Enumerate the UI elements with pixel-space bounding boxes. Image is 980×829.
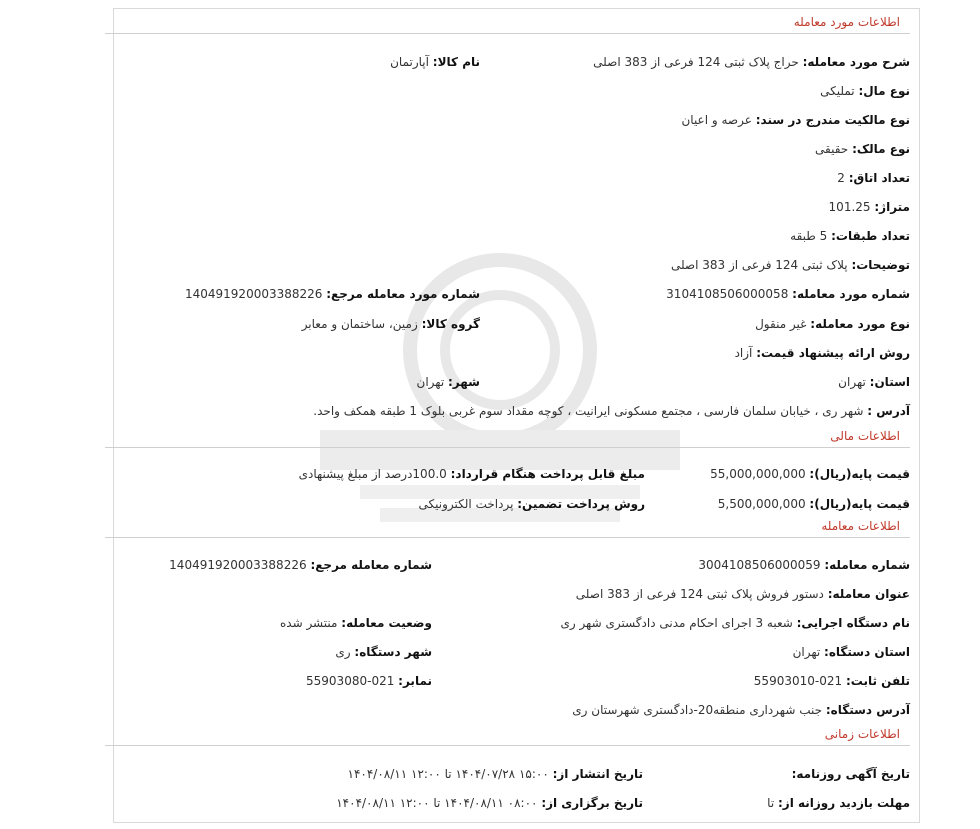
agency-phone: تلفن ثابت: 021-55903010 xyxy=(753,674,910,688)
deal-notes: توضیحات: پلاک ثبتی 124 فرعی از 383 اصلی xyxy=(670,258,910,272)
daily-visit-window: مهلت بازدید روزانه از: تا xyxy=(767,796,910,810)
hold-date: تاریخ برگزاری از: ۰۸:۰۰ ۱۴۰۴/۰۸/۱۱ تا ۱۲:۰۰ ۱۴۰۴/۰۸/۱۱ xyxy=(336,796,643,810)
agency-fax: نمابر: 021-55903080 xyxy=(306,674,432,688)
offer-method: روش ارائه پیشنهاد قیمت: آزاد xyxy=(734,346,910,360)
goods-group: گروه کالا: زمین، ساختمان و معابر xyxy=(301,317,480,331)
payable-on-contract: مبلغ قابل پرداخت هنگام قرارداد: 100.0درصد از مبلغ پیشنهادی xyxy=(298,467,645,481)
agency-address: آدرس دستگاه: جنب شهرداری منطقه20-دادگستری شهرستان ری xyxy=(572,703,910,717)
base-price: قیمت پایه(ریال): 55,000,000,000 xyxy=(710,467,910,481)
transaction-status: وضعیت معامله: منتشر شده xyxy=(279,616,432,630)
guarantee-method: روش پرداخت تضمین: پرداخت الکترونیکی xyxy=(418,497,645,511)
address: آدرس : شهر ری ، خیابان سلمان فارسی ، مجتمع مسکونی ایرانیت ، کوچه مقداد سوم غربی بلوک 1 طبقه همکف واحد. xyxy=(313,404,910,418)
guarantee-base-price: قیمت پایه(ریال): 5,500,000,000 xyxy=(717,497,910,511)
transaction-ref-number: شماره معامله مرجع: 140491920003388226 xyxy=(169,558,432,572)
agency-province: استان دستگاه: تهران xyxy=(792,645,910,659)
ownership-type: نوع مالکیت مندرج در سند: عرصه و اعیان xyxy=(681,113,910,127)
ref-item-number: شماره مورد معامله مرجع: 140491920003388226 xyxy=(184,287,480,301)
room-count: تعداد اتاق: 2 xyxy=(837,171,910,185)
section-title-time: اطلاعات زمانی xyxy=(105,722,910,746)
province: استان: تهران xyxy=(838,375,910,389)
section-title-financial: اطلاعات مالی xyxy=(105,424,910,448)
transaction-title: عنوان معامله: دستور فروش پلاک ثبتی 124 فرعی از 383 اصلی xyxy=(575,587,910,601)
floor-count: تعداد طبقات: 5 طبقه xyxy=(790,229,910,243)
transaction-number: شماره معامله: 3004108506000059 xyxy=(698,558,910,572)
publish-date: تاریخ انتشار از: ۱۵:۰۰ ۱۴۰۴/۰۷/۲۸ تا ۱۲:۰۰ ۱۴۰۴/۰۸/۱۱ xyxy=(347,767,643,781)
city: شهر: تهران xyxy=(416,375,480,389)
agency-city: شهر دستگاه: ری xyxy=(335,645,432,659)
property-type: نوع مال: تملیکی xyxy=(820,84,910,98)
section-title-transaction: اطلاعات معامله xyxy=(105,514,910,538)
item-kind: نوع مورد معامله: غیر منقول xyxy=(755,317,910,331)
section-title-deal-info: اطلاعات مورد معامله xyxy=(105,10,910,34)
goods-name: نام کالا: آپارتمان xyxy=(390,55,480,69)
item-number: شماره مورد معامله: 3104108506000058 xyxy=(666,287,910,301)
newspaper-date: تاریخ آگهی روزنامه: xyxy=(791,767,910,781)
area: متراژ: 101.25 xyxy=(828,200,910,214)
agency-name: نام دستگاه اجرایی: شعبه 3 اجرای احکام مدنی دادگستری شهر ری xyxy=(560,616,910,630)
deal-description: شرح مورد معامله: حراج پلاک ثبتی 124 فرعی از 383 اصلی xyxy=(593,55,910,69)
owner-type: نوع مالک: حقیقی xyxy=(815,142,910,156)
